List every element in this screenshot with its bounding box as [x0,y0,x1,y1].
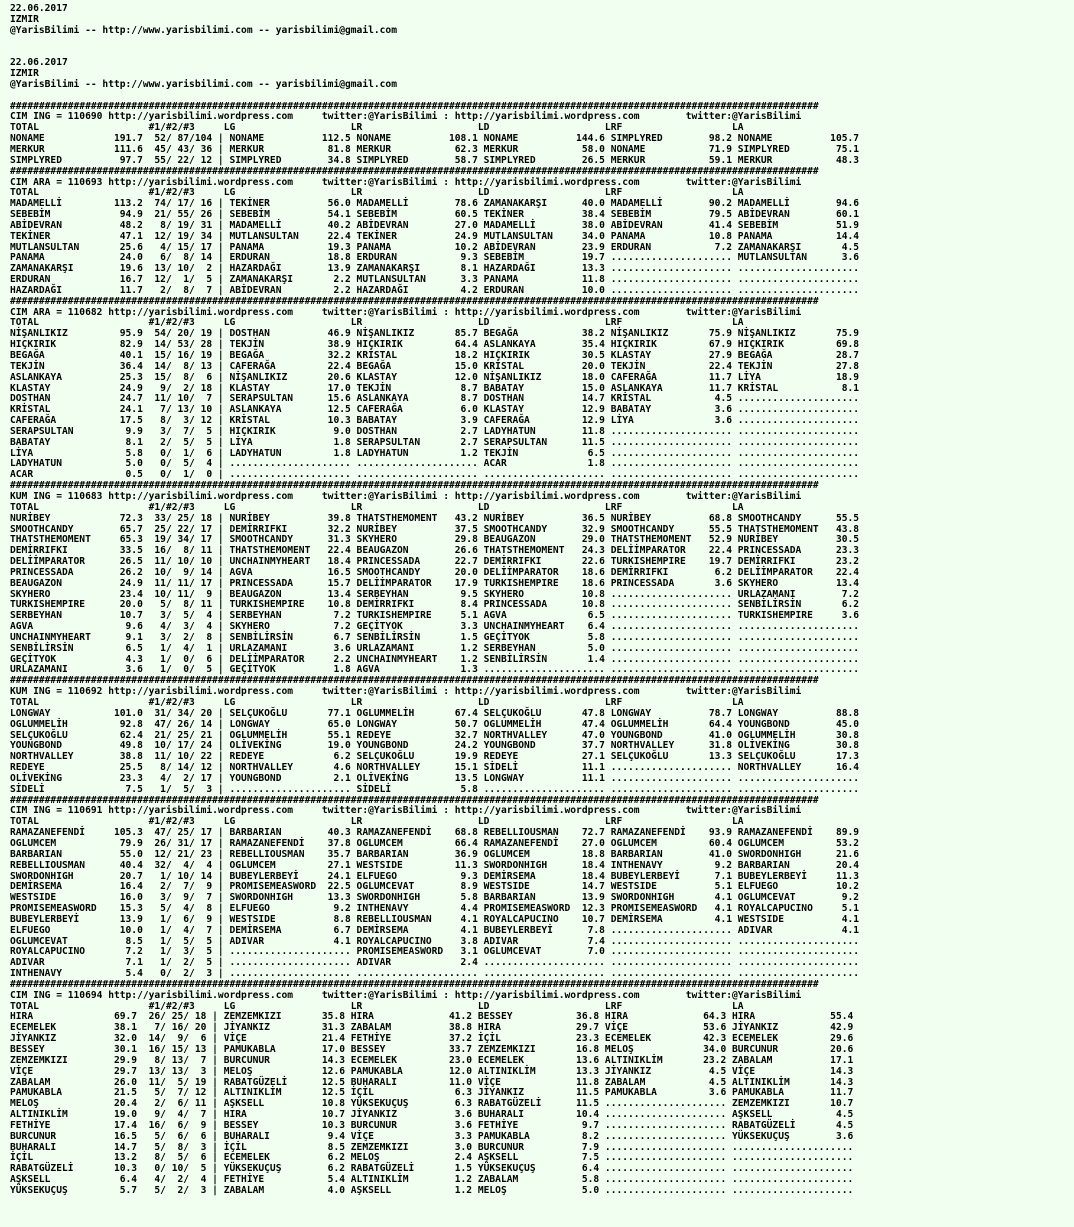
text-line: OGLUMCEVAT 8.5 1/ 5/ 5 | ADIVAR 4.1 ROYALCAPUCINO 3.8 ADIVAR 7.4 ..................... ..................... [10,935,860,947]
text-line: BEAUGAZON 24.9 11/ 11/ 17 | PRINCESSADA 15.7 DELİİMPARATOR 17.9 TURKISHEMPIRE 18.6 PRINCESSADA 3.6 SKYHERO 13.4 [10,577,860,589]
text-line: LADYHATUN 5.0 0/ 5/ 4 | ..................... ..................... ACAR 1.8 ..................... ..................... [10,458,860,470]
text-line: TOTAL #1/#2/#3 LG LR LD LRF LA [10,187,744,199]
text-line: ADIVAR 7.1 1/ 2/ 5 | ..................... ADIVAR 2.4 ..................... ..................... ..................... [10,957,860,969]
text-line [10,37,1074,48]
text-line: LİYA 5.8 0/ 1/ 6 | LADYHATUN 1.8 LADYHATUN 1.2 TEKJİN 6.5 ..................... ..................... [10,447,860,459]
text-line: @YarisBilimi -- http://www.yarisbilimi.com -- yarisbilimi@gmail.com [10,24,397,36]
text-line: TOTAL #1/#2/#3 LG LR LD LRF LA [10,816,744,828]
text-line: NURİBEY 72.3 33/ 25/ 18 | NURİBEY 39.8 THATSTHEMOMENT 43.2 NURİBEY 36.5 NURİBEY 68.8 SMOOTHCANDY 55.5 [10,512,860,524]
text-line: CIM ING = 110691 http://yarisbilimi.wordpress.com twitter:@YarisBilimi : http://yarisbilimi.wordpress.com twitter:@YarisBilimi [10,805,802,817]
text-line: HIÇKIRIK 82.9 14/ 53/ 28 | TEKJİN 38.9 HIÇKIRIK 64.4 ASLANKAYA 35.4 HIÇKIRIK 67.9 HIÇKIRIK 69.8 [10,339,860,351]
text-line: ALTINIKLİM 19.0 9/ 4/ 7 | HIRA 10.7 JİYANKIZ 3.6 BUHARALI 10.4 ..................... AŞKSELL 4.5 [10,1109,854,1121]
text-line: OGLUMCEM 79.9 26/ 31/ 17 | RAMAZANEFENDİ 37.8 OGLUMCEM 66.4 RAMAZANEFENDİ 27.0 OGLUMCEM 60.4 OGLUMCEM 53.2 [10,837,860,849]
text-line: SERBEYHAN 10.7 3/ 5/ 4 | SERBEYHAN 7.2 TURKISHEMPIRE 5.1 AGVA 6.5 ..................... TURKISHEMPIRE 3.6 [10,610,860,622]
text-line: FETHİYE 17.4 16/ 6/ 9 | BESSEY 10.3 BURCUNUR 3.6 FETHİYE 9.7 ..................... RABATGÜZELİ 4.5 [10,1119,854,1131]
text-line [10,47,1074,58]
text-line: TOTAL #1/#2/#3 LG LR LD LRF LA [10,697,744,708]
text-line: BABATAY 8.1 2/ 5/ 5 | LİYA 1.8 SERAPSULTAN 2.7 SERAPSULTAN 11.5 ..................... ..................... [10,436,860,448]
text-line: ELFUEGO 10.0 1/ 4/ 7 | DEMİRSEMA 6.7 DEMİRSEMA 4.1 BUBEYLERBEYİ 7.8 ..................... ADIVAR 4.1 [10,924,860,936]
text-line: BUHARALI 14.7 5/ 8/ 3 | İÇİL 8.5 ZEMZEMKIZI 3.0 BURCUNUR 7.9 ..................... ..................... [10,1141,854,1153]
text-line: DELİİMPARATOR 26.5 11/ 10/ 10 | UNCHAINMYHEART 18.4 PRINCESSADA 22.7 DEMİRRIFKI 22.6 TURKISHEMPIRE 19.7 DEMİRRIFKI 23.2 [10,556,860,568]
text-line: ECEMELEK 38.1 7/ 16/ 20 | JİYANKIZ 31.3 ZABALAM 38.8 HIRA 29.7 VİÇE 53.6 JİYANKIZ 42.9 [10,1022,854,1034]
text-line: YÜKSEKUÇUŞ 5.7 5/ 2/ 3 | ZABALAM 4.0 AŞKSELL 1.2 MELOŞ 5.0 ..................... ..................... [10,1184,854,1196]
text-line: GEÇİTYOK 4.3 1/ 0/ 6 | DELİİMPARATOR 2.2 UNCHAINMYHEART 1.2 SENBİLİRSİN 1.4 ..................... ..................... [10,653,860,665]
text-line: YOUNGBOND 49.8 10/ 17/ 24 | OLİVEKİNG 19.0 YOUNGBOND 24.2 YOUNGBOND 37.7 NORTHVALLEY 31.8 OLİVEKİNG 30.8 [10,740,860,752]
text-line: BURCUNUR 16.5 5/ 6/ 6 | BUHARALI 9.4 VİÇE 3.3 PAMUKABLA 8.2 ..................... YÜKSEKUÇUŞ 3.6 [10,1130,854,1142]
text-line: HAZARDAĞI 11.7 2/ 8/ 7 | ABİDEVRAN 2.2 HAZARDAĞI 4.2 ERDURAN 10.0 ..................... ..................... [10,284,860,296]
text-line: NONAME 191.7 52/ 87/104 | NONAME 112.5 NONAME 108.1 NONAME 144.6 SIMPLYRED 98.2 NONAME 105.7 [10,133,860,145]
text-line: ERDURAN 16.7 12/ 1/ 5 | ZAMANAKARŞI 2.2 MUTLANSULTAN 3.3 PANAMA 11.8 ..................... ..................... [10,274,860,286]
text-line: WESTSIDE 16.0 3/ 9/ 7 | SWORDONHIGH 13.3 SWORDONHIGH 5.8 BARBARIAN 13.9 SWORDONHIGH 4.1 OGLUMCEVAT 9.2 [10,892,860,904]
text-line: PAMUKABLA 21.5 5/ 7/ 12 | ALTINIKLİM 12.5 İÇİL 6.3 JİYANKIZ 11.5 PAMUKABLA 3.6 PAMUKABLA 11.7 [10,1087,854,1099]
text-line: THATSTHEMOMENT 65.3 19/ 34/ 17 | SMOOTHCANDY 31.3 SKYHERO 29.8 BEAUGAZON 29.0 THATSTHEMOMENT 52.9 NURİBEY 30.5 [10,534,860,546]
text-line: HIRA 69.7 26/ 25/ 18 | ZEMZEMKIZI 35.8 HIRA 41.2 BESSEY 36.8 HIRA 64.3 HIRA 55.4 [10,1011,854,1023]
text-line: @YarisBilimi -- http://www.yarisbilimi.com -- yarisbilimi@gmail.com [10,78,397,90]
text-line: ############################################################################################################################################ [10,794,819,806]
text-line: BUBEYLERBEYİ 13.9 1/ 6/ 9 | WESTSIDE 8.8 REBELLIOUSMAN 4.1 ROYALCAPUCINO 10.7 DEMİRSEMA 4.1 WESTSIDE 4.1 [10,913,860,925]
text-line: SKYHERO 23.4 10/ 11/ 9 | BEAUGAZON 13.4 SERBEYHAN 9.5 SKYHERO 10.8 ..................... URLAZAMANI 7.2 [10,588,860,600]
text-line: TEKİNER 47.1 12/ 19/ 34 | MUTLANSULTAN 22.4 TEKİNER 24.9 MUTLANSULTAN 34.0 PANAMA 10.8 PANAMA 14.4 [10,230,860,242]
text-line: RAMAZANEFENDİ 105.3 47/ 25/ 17 | BARBARIAN 40.3 RAMAZANEFENDİ 68.8 REBELLIOUSMAN 72.7 RAMAZANEFENDİ 93.9 RAMAZANEFENDİ 89.9 [10,827,860,839]
text-line: KRİSTAL 24.1 7/ 13/ 10 | ASLANKAYA 12.5 CAFERAĞA 6.0 KLASTAY 12.9 BABATAY 3.6 ..................... [10,404,860,416]
text-line: MUTLANSULTAN 25.6 4/ 15/ 17 | PANAMA 19.3 PANAMA 10.2 ABİDEVRAN 23.9 ERDURAN 7.2 ZAMANAKARŞI 4.5 [10,241,860,253]
text-line: KLASTAY 24.9 9/ 2/ 18 | KLASTAY 17.0 TEKJİN 8.7 BABATAY 15.0 ASLANKAYA 11.7 KRİSTAL 8.1 [10,382,860,394]
text-line: SWORDONHIGH 20.7 1/ 10/ 14 | BUBEYLERBEYİ 24.1 ELFUEGO 9.3 DEMİRSEMA 18.4 BUBEYLERBEYİ 7.1 BUBEYLERBEYİ 11.3 [10,870,860,882]
text-line: ASLANKAYA 25.3 15/ 8/ 6 | NİŞANLIKIZ 20.6 KLASTAY 12.0 NİŞANLIKIZ 18.0 CAFERAĞA 11.7 LİYA 18.9 [10,371,860,383]
text-line: TOTAL #1/#2/#3 LG LR LD LRF LA [10,317,744,329]
text-line: KUM ING = 110692 http://yarisbilimi.wordpress.com twitter:@YarisBilimi : http://yarisbilimi.wordpress.com twitter:@YarisBilimi [10,686,802,698]
text-line: UNCHAINMYHEART 9.1 3/ 2/ 8 | SENBİLİRSİN 6.7 SENBİLİRSİN 1.5 GEÇİTYOK 5.8 ..................... ..................... [10,631,860,643]
text-line: TOTAL #1/#2/#3 LG LR LD LRF LA [10,501,744,513]
text-line: AGVA 9.6 4/ 3/ 4 | SKYHERO 7.2 GEÇİTYOK 3.3 UNCHAINMYHEART 6.4 ..................... ..................... [10,621,860,633]
text-line: CIM ING = 110694 http://yarisbilimi.wordpress.com twitter:@YarisBilimi : http://yarisbilimi.wordpress.com twitter:@YarisBilimi [10,989,802,1001]
text-line: MERKUR 111.6 45/ 43/ 36 | MERKUR 81.8 MERKUR 62.3 MERKUR 58.0 NONAME 71.9 SIMPLYRED 75.1 [10,143,860,155]
text-line: NİŞANLIKIZ 95.9 54/ 20/ 19 | DOSTHAN 46.9 NİŞANLIKIZ 85.7 BEGAĞA 38.2 NİŞANLIKIZ 75.9 NİŞANLIKIZ 75.9 [10,328,860,340]
text-line: SENBİLİRSİN 6.5 1/ 4/ 1 | URLAZAMANI 3.6 URLAZAMANI 1.2 SERBEYHAN 5.0 ..................... ..................... [10,642,860,654]
text-line: SERAPSULTAN 9.9 3/ 7/ 5 | HIÇKIRIK 9.0 DOSTHAN 2.7 LADYHATUN 11.8 ..................... ..................... [10,425,860,437]
text-line: REDEYE 25.5 8/ 14/ 12 | NORTHVALLEY 4.6 NORTHVALLEY 15.1 SİDELİ 11.1 ..................... NORTHVALLEY 16.4 [10,762,860,774]
text-line: ZAMANAKARŞI 19.6 13/ 10/ 2 | HAZARDAĞI 13.9 ZAMANAKARŞI 8.1 HAZARDAĞI 13.3 ..................... ..................... [10,263,860,275]
text-line: TOTAL #1/#2/#3 LG LR LD LRF LA [10,122,744,134]
text-line: ACAR 0.5 0/ 1/ 0 | ..................... ..................... ..................... ..................... ..................... [10,469,860,481]
text-line: 22.06.2017 [10,57,68,69]
text-line: 22.06.2017 [10,3,68,14]
text-line: VİÇE 29.7 13/ 13/ 3 | MELOŞ 12.6 PAMUKABLA 12.0 ALTINIKLİM 13.3 JİYANKIZ 4.5 VİÇE 14.3 [10,1065,854,1077]
text-line: ABİDEVRAN 48.2 8/ 19/ 31 | MADAMELLİ 40.2 ABİDEVRAN 27.0 MADAMELLİ 38.0 ABİDEVRAN 41.4 SEBEBİM 51.9 [10,219,860,231]
text-line: ############################################################################################################################################ [10,978,819,990]
text-line: SIMPLYRED 97.7 55/ 22/ 12 | SIMPLYRED 34.8 SIMPLYRED 58.7 SIMPLYRED 26.5 MERKUR 59.1 MERKUR 48.3 [10,154,860,166]
text-line: DEMİRRIFKI 33.5 16/ 8/ 11 | THATSTHEMOMENT 22.4 BEAUGAZON 26.6 THATSTHEMOMENT 24.3 DELİİMPARATOR 22.4 PRINCESSADA 23.3 [10,545,860,557]
text-line: INTHENAVY 5.4 0/ 2/ 3 | ..................... ..................... ..................... ..................... ..................... [10,968,860,980]
text-line: CIM ARA = 110693 http://yarisbilimi.wordpress.com twitter:@YarisBilimi : http://yarisbilimi.wordpress.com twitter:@YarisBilimi [10,176,802,188]
text-line: CAFERAĞA 17.5 8/ 3/ 12 | KRİSTAL 10.3 BABATAY 3.9 CAFERAĞA 12.9 LİYA 3.6 ..................... [10,415,860,427]
text-line: TOTAL #1/#2/#3 LG LR LD LRF LA [10,1000,744,1012]
text-line: SEBEBİM 94.9 21/ 55/ 26 | SEBEBİM 54.1 SEBEBİM 60.5 TEKİNER 38.4 SEBEBİM 79.5 ABİDEVRAN 60.1 [10,209,860,221]
text-line: İÇİL 13.2 8/ 5/ 6 | ECEMELEK 6.2 MELOŞ 2.4 AŞKSELL 7.5 ..................... ..................... [10,1152,854,1164]
text-line: SMOOTHCANDY 65.7 25/ 22/ 17 | DEMİRRIFKI 32.2 NURİBEY 37.5 SMOOTHCANDY 32.9 SMOOTHCANDY 55.5 THATSTHEMOMENT 43.8 [10,523,860,535]
text-line: ############################################################################################################################################ [10,295,819,307]
text-line [10,91,1074,102]
text-line: LONGWAY 101.0 31/ 34/ 20 | SELÇUKOĞLU 77.1 OGLUMMELİH 67.4 SELÇUKOĞLU 47.8 LONGWAY 78.7 LONGWAY 88.8 [10,707,860,719]
text-line: REBELLIOUSMAN 40.4 32/ 4/ 4 | OGLUMCEM 27.1 WESTSIDE 11.3 SWORDONHIGH 18.4 INTHENAVY 9.2 BARBARIAN 20.4 [10,859,860,871]
text-line: DEMİRSEMA 16.4 2/ 7/ 9 | PROMISEMEASWORD 22.5 OGLUMCEVAT 8.9 WESTSIDE 14.7 WESTSIDE 5.1 ELFUEGO 10.2 [10,881,860,893]
text-line: AŞKSELL 6.4 4/ 2/ 4 | FETHİYE 5.4 ALTINIKLİM 1.2 ZABALAM 5.8 ..................... ..................... [10,1174,854,1186]
text-line: BESSEY 30.1 16/ 15/ 13 | PAMUKABLA 17.0 BESSEY 33.7 ZEMZEMKIZI 16.8 MELOŞ 34.0 BURCUNUR 20.6 [10,1044,854,1055]
text-line: JİYANKIZ 32.0 14/ 9/ 6 | VİÇE 21.4 FETHİYE 37.2 İÇİL 23.3 ECEMELEK 42.3 ECEMELEK 29.6 [10,1033,854,1045]
text-line: BARBARIAN 55.0 12/ 21/ 23 | REBELLIOUSMAN 35.7 BARBARIAN 36.9 OGLUMCEM 18.8 BARBARIAN 41.0 SWORDONHIGH 21.6 [10,848,860,860]
text-line: OGLUMMELİH 92.8 47/ 26/ 14 | LONGWAY 65.0 LONGWAY 50.7 OGLUMMELİH 47.4 OGLUMMELİH 64.4 YOUNGBOND 45.0 [10,718,860,730]
text-line: IZMIR [10,68,39,80]
text-line: TEKJİN 36.4 14/ 8/ 13 | CAFERAĞA 22.4 BEGAĞA 15.0 KRİSTAL 20.0 TEKJİN 22.4 TEKJİN 27.8 [10,360,860,372]
text-line: MELOŞ 20.4 2/ 6/ 11 | AŞKSELL 10.8 YÜKSEKUÇUŞ 6.3 RABATGÜZELİ 11.5 ..................... ZEMZEMKIZI 10.7 [10,1098,854,1110]
text-line: TURKISHEMPIRE 20.0 5/ 8/ 11 | TURKISHEMPIRE 10.8 DEMİRRIFKI 8.4 PRINCESSADA 10.8 ..................... SENBİLİRSİN 6.2 [10,599,860,611]
text-line: ZEMZEMKIZI 29.9 8/ 13/ 7 | BURCUNUR 14.3 ECEMELEK 23.0 ECEMELEK 13.6 ALTINIKLİM 23.2 ZABALAM 17.1 [10,1054,854,1066]
text-line: CIM ARA = 110682 http://yarisbilimi.wordpress.com twitter:@YarisBilimi : http://yarisbilimi.wordpress.com twitter:@YarisBilimi [10,306,802,318]
text-line: SELÇUKOĞLU 62.4 21/ 25/ 21 | OGLUMMELİH 55.1 REDEYE 32.7 NORTHVALLEY 47.0 YOUNGBOND 41.0 OGLUMMELİH 30.8 [10,729,860,741]
text-line: ############################################################################################################################################ [10,165,819,177]
text-line: DOSTHAN 24.7 11/ 10/ 7 | SERAPSULTAN 15.6 ASLANKAYA 8.7 DOSTHAN 14.7 KRİSTAL 4.5 ..................... [10,393,860,405]
text-line: IZMIR [10,13,39,25]
text-line: SİDELİ 7.5 1/ 5/ 3 | ..................... SİDELİ 5.8 ..................... ..................... ..................... [10,783,860,795]
text-line: ROYALCAPUCINO 7.2 1/ 3/ 5 | ..................... PROMISEMEASWORD 3.1 OGLUMCEVAT 7.0 ..................... ..................... [10,946,860,958]
text-line: ZABALAM 26.0 11/ 5/ 19 | RABATGÜZELİ 12.5 BUHARALI 11.0 VİÇE 11.8 ZABALAM 4.5 ALTINIKLİM 14.3 [10,1076,854,1088]
text-line: ############################################################################################################################################ [10,675,819,687]
text-line: URLAZAMANI 3.6 1/ 0/ 5 | GEÇİTYOK 1.8 AGVA 1.3 ..................... ..................... ..................... [10,664,860,676]
text-line: CIM ING = 110690 http://yarisbilimi.wordpress.com twitter:@YarisBilimi : http://yarisbilimi.wordpress.com twitter:@YarisBilimi [10,111,802,123]
text-line: PRINCESSADA 26.2 10/ 9/ 14 | AGVA 16.5 SMOOTHCANDY 20.0 DELİİMPARATOR 18.6 DEMİRRIFKI 6.2 DELİİMPARATOR 22.4 [10,566,860,578]
text-line: BEGAĞA 40.1 15/ 16/ 19 | BEGAĞA 32.2 KRİSTAL 18.2 HIÇKIRIK 30.5 KLASTAY 27.9 BEGAĞA 28.7 [10,350,860,361]
text-line: ############################################################################################################################################ [10,100,819,112]
text-line: RABATGÜZELİ 10.3 0/ 10/ 5 | YÜKSEKUÇUŞ 6.2 RABATGÜZELİ 1.5 YÜKSEKUÇUŞ 6.4 ..................... ..................... [10,1163,854,1175]
text-line: ############################################################################################################################################ [10,480,819,492]
text-line: PROMISEMEASWORD 15.3 5/ 4/ 8 | ELFUEGO 9.2 INTHENAVY 4.4 PROMISEMEASWORD 12.3 PROMISEMEASWORD 4.1 ROYALCAPUCINO 5.1 [10,903,860,915]
text-line: OLİVEKİNG 23.3 4/ 2/ 17 | YOUNGBOND 2.1 OLİVEKİNG 13.5 LONGWAY 11.1 ..................... ..................... [10,772,860,784]
text-line: PANAMA 24.0 6/ 8/ 14 | ERDURAN 18.8 ERDURAN 9.3 SEBEBİM 19.7 ..................... MUTLANSULTAN 3.6 [10,252,860,264]
text-line: NORTHVALLEY 38.8 11/ 10/ 22 | REDEYE 6.2 SELÇUKOĞLU 19.9 REDEYE 27.1 SELÇUKOĞLU 13.3 SELÇUKOĞLU 17.3 [10,751,860,763]
text-line: MADAMELLİ 113.2 74/ 17/ 16 | TEKİNER 56.0 MADAMELLİ 78.6 ZAMANAKARŞI 40.0 MADAMELLİ 90.2 MADAMELLİ 94.6 [10,198,860,210]
text-line: KUM ING = 110683 http://yarisbilimi.wordpress.com twitter:@YarisBilimi : http://yarisbilimi.wordpress.com twitter:@YarisBilimi [10,490,802,502]
